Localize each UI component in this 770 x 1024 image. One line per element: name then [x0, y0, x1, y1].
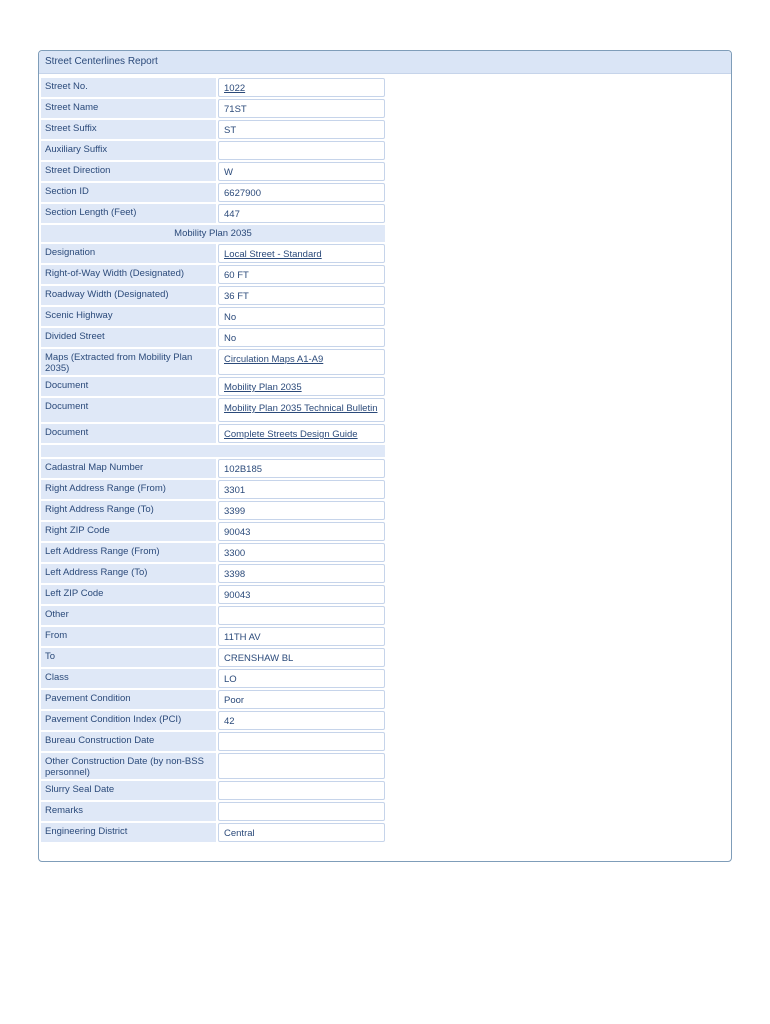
report-row	[41, 823, 387, 842]
field-value-street-direction: W	[218, 162, 385, 181]
report-row	[41, 781, 387, 800]
report-row	[41, 204, 387, 223]
report-row	[41, 78, 387, 97]
report-row	[41, 141, 387, 160]
mobility-plan-heading: Mobility Plan 2035	[41, 225, 385, 242]
field-label-pavement-condition-index-pci: Pavement Condition Index (PCI)	[41, 711, 216, 730]
report-row	[41, 669, 387, 688]
field-value-left-address-range-to: 3398	[218, 564, 385, 583]
field-value-auxiliary-suffix	[218, 141, 385, 160]
report-row	[41, 543, 387, 562]
field-label-document: Document	[41, 424, 216, 443]
report-row	[41, 244, 387, 263]
street-centerlines-report-panel	[38, 50, 732, 862]
field-label-left-zip-code: Left ZIP Code	[41, 585, 216, 604]
field-link-maps-extracted-from-mobility-plan-2035[interactable]: Circulation Maps A1-A9	[218, 349, 385, 375]
field-label-pavement-condition: Pavement Condition	[41, 690, 216, 709]
field-label-right-address-range-to: Right Address Range (To)	[41, 501, 216, 520]
report-row	[41, 522, 387, 541]
report-row	[41, 424, 387, 443]
report-row	[41, 99, 387, 118]
field-label-divided-street: Divided Street	[41, 328, 216, 347]
report-row	[41, 606, 387, 625]
field-value-right-address-range-to: 3399	[218, 501, 385, 520]
report-rows	[41, 78, 387, 844]
field-label-class: Class	[41, 669, 216, 688]
field-label-auxiliary-suffix: Auxiliary Suffix	[41, 141, 216, 160]
field-label-scenic-highway: Scenic Highway	[41, 307, 216, 326]
field-label-designation: Designation	[41, 244, 216, 263]
report-title: Street Centerlines Report	[39, 51, 731, 74]
report-row	[41, 459, 387, 478]
field-link-street-no[interactable]: 1022	[218, 78, 385, 97]
field-label-street-direction: Street Direction	[41, 162, 216, 181]
section-divider	[41, 445, 385, 457]
field-value-engineering-district: Central	[218, 823, 385, 842]
report-row	[41, 564, 387, 583]
report-row	[41, 120, 387, 139]
field-value-street-name: 71ST	[218, 99, 385, 118]
field-label-section-length-feet: Section Length (Feet)	[41, 204, 216, 223]
report-row	[41, 690, 387, 709]
field-value-remarks	[218, 802, 385, 821]
field-value-left-address-range-from: 3300	[218, 543, 385, 562]
report-row	[41, 307, 387, 326]
field-label-document: Document	[41, 398, 216, 422]
field-link-document[interactable]: Mobility Plan 2035 Technical Bulletin	[218, 398, 385, 422]
field-label-street-name: Street Name	[41, 99, 216, 118]
report-row	[41, 349, 387, 375]
report-row	[41, 398, 387, 422]
field-label-document: Document	[41, 377, 216, 396]
report-row	[41, 328, 387, 347]
field-value-scenic-highway: No	[218, 307, 385, 326]
field-label-section-id: Section ID	[41, 183, 216, 202]
field-value-right-of-way-width-designated: 60 FT	[218, 265, 385, 284]
field-label-other: Other	[41, 606, 216, 625]
address-info-group	[41, 459, 387, 842]
field-link-document[interactable]: Mobility Plan 2035	[218, 377, 385, 396]
field-value-divided-street: No	[218, 328, 385, 347]
report-row	[41, 265, 387, 284]
field-value-right-zip-code: 90043	[218, 522, 385, 541]
report-row	[41, 648, 387, 667]
field-label-right-address-range-from: Right Address Range (From)	[41, 480, 216, 499]
field-value-other-construction-date-by-non-bss-personnel	[218, 753, 385, 779]
field-label-cadastral-map-number: Cadastral Map Number	[41, 459, 216, 478]
report-row	[41, 627, 387, 646]
report-row	[41, 585, 387, 604]
field-value-roadway-width-designated: 36 FT	[218, 286, 385, 305]
report-row	[41, 711, 387, 730]
field-value-left-zip-code: 90043	[218, 585, 385, 604]
field-value-slurry-seal-date	[218, 781, 385, 800]
field-value-bureau-construction-date	[218, 732, 385, 751]
field-label-other-construction-date-by-non-bss-personnel: Other Construction Date (by non-BSS personnel)	[41, 753, 216, 779]
street-info-group	[41, 78, 387, 223]
field-value-section-id: 6627900	[218, 183, 385, 202]
report-row	[41, 162, 387, 181]
field-label-right-of-way-width-designated: Right-of-Way Width (Designated)	[41, 265, 216, 284]
field-label-engineering-district: Engineering District	[41, 823, 216, 842]
report-row	[41, 480, 387, 499]
field-value-street-suffix: ST	[218, 120, 385, 139]
field-label-from: From	[41, 627, 216, 646]
field-label-to: To	[41, 648, 216, 667]
field-label-slurry-seal-date: Slurry Seal Date	[41, 781, 216, 800]
field-label-right-zip-code: Right ZIP Code	[41, 522, 216, 541]
report-row	[41, 501, 387, 520]
report-row	[41, 732, 387, 751]
field-label-left-address-range-from: Left Address Range (From)	[41, 543, 216, 562]
field-label-left-address-range-to: Left Address Range (To)	[41, 564, 216, 583]
field-value-pavement-condition: Poor	[218, 690, 385, 709]
field-label-street-suffix: Street Suffix	[41, 120, 216, 139]
field-label-street-no: Street No.	[41, 78, 216, 97]
field-link-designation[interactable]: Local Street - Standard	[218, 244, 385, 263]
report-row	[41, 802, 387, 821]
field-label-roadway-width-designated: Roadway Width (Designated)	[41, 286, 216, 305]
report-row	[41, 377, 387, 396]
field-value-cadastral-map-number: 102B185	[218, 459, 385, 478]
field-link-document[interactable]: Complete Streets Design Guide	[218, 424, 385, 443]
field-label-maps-extracted-from-mobility-plan-2035: Maps (Extracted from Mobility Plan 2035)	[41, 349, 216, 375]
report-row	[41, 753, 387, 779]
field-value-to: CRENSHAW BL	[218, 648, 385, 667]
report-row	[41, 183, 387, 202]
field-value-pavement-condition-index-pci: 42	[218, 711, 385, 730]
field-label-bureau-construction-date: Bureau Construction Date	[41, 732, 216, 751]
field-value-class: LO	[218, 669, 385, 688]
field-value-section-length-feet: 447	[218, 204, 385, 223]
field-value-right-address-range-from: 3301	[218, 480, 385, 499]
mobility-plan-group	[41, 244, 387, 443]
field-value-from: 11TH AV	[218, 627, 385, 646]
report-row	[41, 286, 387, 305]
field-value-other	[218, 606, 385, 625]
field-label-remarks: Remarks	[41, 802, 216, 821]
